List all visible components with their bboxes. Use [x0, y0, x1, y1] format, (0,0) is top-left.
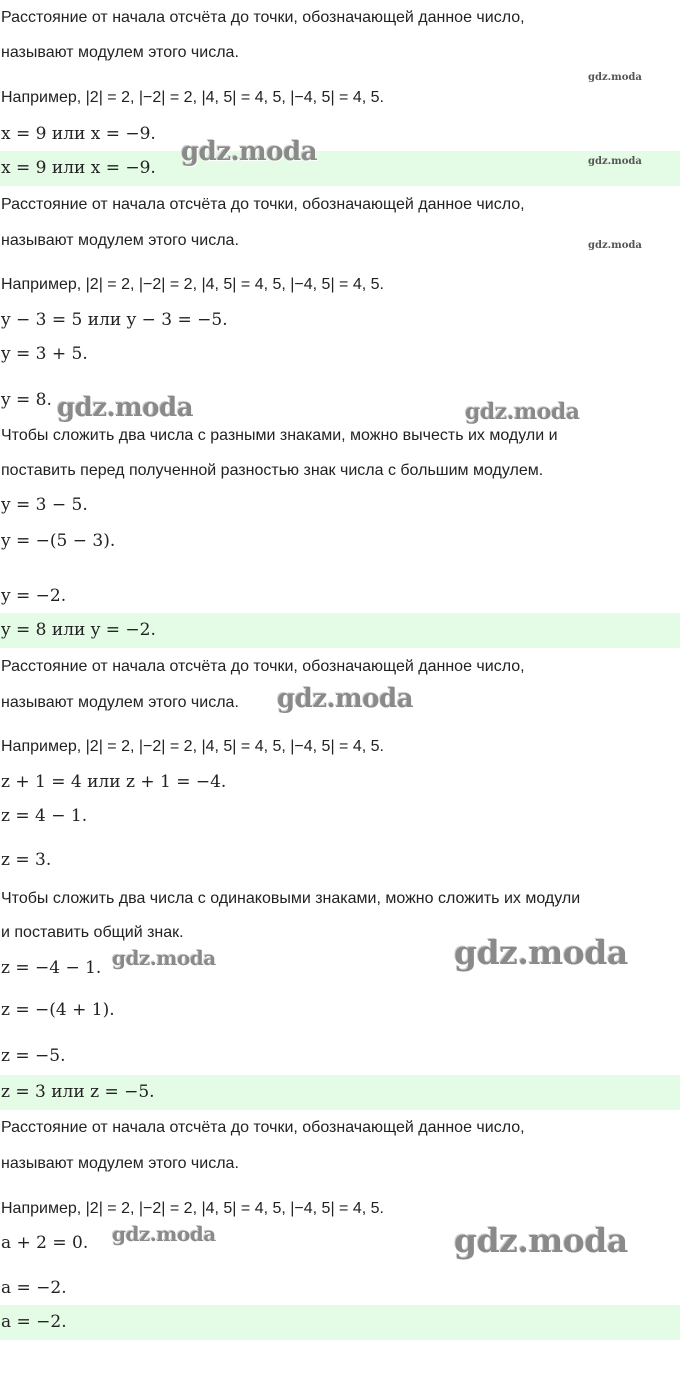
watermark-logo: gdz.moda [454, 1221, 628, 1260]
text-line: поставить перед полученной разностью знак числа с большим модулем. [1, 462, 544, 479]
watermark-logo: gdz.moda [588, 72, 642, 83]
math-line: z + 1 = 4 или z + 1 = −4. [1, 772, 227, 792]
math-line: x = 9 или x = −9. [1, 124, 156, 144]
text-line: называют модулем этого числа. [1, 44, 239, 61]
text-line: Расстояние от начала отсчёта до точки, обозначающей данное число, [1, 196, 525, 213]
text-line: и поставить общий знак. [1, 924, 184, 941]
answer-line: z = 3 или z = −5. [0, 1075, 680, 1110]
text-line: Чтобы сложить два числа с одинаковыми знаками, можно сложить их модули [1, 890, 581, 907]
watermark-logo: gdz.moda [277, 684, 414, 714]
text-line: Например, |2| = 2, |−2| = 2, |4, 5| = 4, 5, |−4, 5| = 4, 5. [1, 276, 384, 293]
math-line: z = −(4 + 1). [1, 1000, 115, 1020]
math-line: a = −2. [1, 1278, 67, 1298]
watermark-logo: gdz.moda [112, 1222, 216, 1246]
text-line: Расстояние от начала отсчёта до точки, обозначающей данное число, [1, 9, 525, 26]
watermark-logo: gdz.moda [465, 399, 580, 425]
text-line: называют модулем этого числа. [1, 232, 239, 249]
math-line: z = 4 − 1. [1, 806, 88, 826]
answer-line: a = −2. [0, 1305, 680, 1340]
text-line: Чтобы сложить два числа с разными знаками, можно вычесть их модули и [1, 427, 558, 444]
text-line: Например, |2| = 2, |−2| = 2, |4, 5| = 4, 5, |−4, 5| = 4, 5. [1, 89, 384, 106]
math-line: y = −2. [1, 586, 67, 606]
math-line: y = −(5 − 3). [1, 531, 116, 551]
watermark-logo: gdz.moda [588, 240, 642, 251]
math-line: z = −4 − 1. [1, 958, 102, 978]
math-line: a + 2 = 0. [1, 1233, 89, 1253]
math-line: y − 3 = 5 или y − 3 = −5. [1, 310, 228, 330]
text-line: Расстояние от начала отсчёта до точки, обозначающей данное число, [1, 658, 525, 675]
answer-line: y = 8 или y = −2. [0, 613, 680, 648]
watermark-logo: gdz.moda [588, 156, 642, 167]
answer-line: x = 9 или x = −9. [0, 151, 680, 186]
text-line: Например, |2| = 2, |−2| = 2, |4, 5| = 4, 5, |−4, 5| = 4, 5. [1, 738, 384, 755]
text-line: называют модулем этого числа. [1, 1155, 239, 1172]
watermark-logo: gdz.moda [181, 137, 318, 167]
math-line: y = 3 − 5. [1, 495, 88, 515]
text-line: Например, |2| = 2, |−2| = 2, |4, 5| = 4, 5, |−4, 5| = 4, 5. [1, 1200, 384, 1217]
watermark-logo: gdz.moda [454, 933, 628, 972]
text-line: называют модулем этого числа. [1, 694, 239, 711]
math-line: z = −5. [1, 1046, 66, 1066]
math-line: z = 3. [1, 850, 52, 870]
watermark-logo: gdz.moda [112, 946, 216, 970]
math-line: y = 8. [1, 390, 52, 410]
text-line: Расстояние от начала отсчёта до точки, обозначающей данное число, [1, 1119, 525, 1136]
watermark-logo: gdz.moda [57, 393, 194, 423]
math-line: y = 3 + 5. [1, 344, 88, 364]
